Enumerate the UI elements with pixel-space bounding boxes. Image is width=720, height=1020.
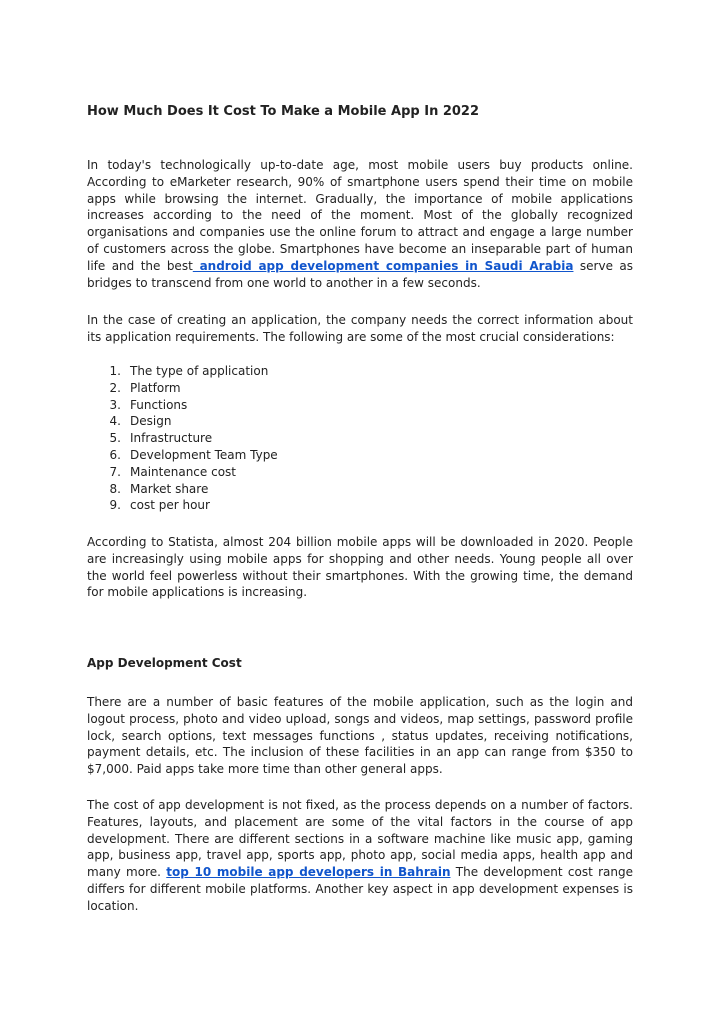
intro-text: In today's technologically up-to-date age, most mobile users buy products online. According to eMarketer research, 90% of smartphone users spend their time on mobile apps while browsing the internet. Gradually, the importance of mobile applications increases according to the need of the moment. Most of the globally recognized organisations and companies use the online forum to attract and engage a large number of customers across the globe. Smartphones have become an inseparable part of human life and the best: [87, 158, 633, 273]
page-title: How Much Does It Cost To Make a Mobile App In 2022: [87, 104, 480, 119]
list-item: [87, 363, 633, 380]
list-item-text: Development Team Type: [130, 447, 278, 462]
list-number: 1 .: [107, 363, 121, 380]
list-item: [87, 413, 633, 430]
list-number: 2 .: [107, 380, 121, 397]
list-number: 9 .: [107, 497, 121, 514]
intro-paragraph: [87, 157, 633, 291]
list-item-text: Infrastructure: [130, 431, 213, 446]
list-item: [87, 397, 633, 414]
list-item-text: Design: [130, 414, 172, 429]
considerations-list: [87, 363, 633, 514]
list-number: 4 .: [107, 413, 121, 430]
list-item: [87, 380, 633, 397]
cost-text-end: The development cost range differs for different mobile platforms. Another key aspect in app development expenses is location.: [87, 865, 633, 913]
list-item-text: Platform: [130, 380, 181, 395]
cost-text: The cost of app development is not fixed, as the process depends on a number of factors. Features, layouts, and placement are some of the vital factors in the course of app development. There are different sections in a software machine like music app, gaming app, business app, travel app, sports app, photo app, social media apps, health app and many more.: [87, 798, 633, 880]
list-number: 5 .: [107, 430, 121, 447]
list-number: 7 .: [107, 464, 121, 481]
list-item-text: The type of application: [130, 364, 269, 378]
list-item-text: Functions: [130, 397, 188, 412]
list-item: [87, 497, 633, 514]
statista-paragraph: According to Statista, almost 204 billion mobile apps will be downloaded in 2020. People are increasingly using mobile apps for shopping and other needs. Young people all over the world feel powerless without their smartphones. With the growing time, the demand for mobile applications is increasing.: [87, 535, 633, 600]
list-item-text: Maintenance cost: [130, 464, 236, 479]
saudi-arabia-link[interactable]: android app development companies in Saudi Arabia: [192, 258, 574, 273]
list-number: 3 .: [107, 397, 121, 414]
bahrain-link[interactable]: top 10 mobile app developers in Bahrain: [166, 865, 451, 880]
section-heading: App Development Cost: [87, 656, 242, 670]
list-item: [87, 430, 633, 447]
list-item-text: Market share: [130, 481, 209, 496]
intro-text-end: serve as bridges to transcend from one world to another in a few seconds.: [87, 258, 633, 290]
requirements-paragraph: In the case of creating an application, the company needs the correct information about its application requirements. The following are some of the most crucial considerations:: [87, 313, 633, 344]
list-number: 8 .: [107, 481, 121, 498]
list-item: [87, 481, 633, 498]
cost-paragraph: [87, 797, 633, 915]
features-paragraph: There are a number of basic features of the mobile application, such as the login and logout process, photo and video upload, songs and videos, map settings, password profile lock, search options, text messages functions , status updates, receiving notifications, payment details, etc. The inclusion of these facilities in an app can range from $350 to $7,000. Paid apps take more time than other general apps.: [87, 695, 633, 777]
list-number: 6 .: [107, 447, 121, 464]
list-item: [87, 464, 633, 481]
list-item-text: cost per hour: [130, 498, 210, 513]
list-item: [87, 447, 633, 464]
